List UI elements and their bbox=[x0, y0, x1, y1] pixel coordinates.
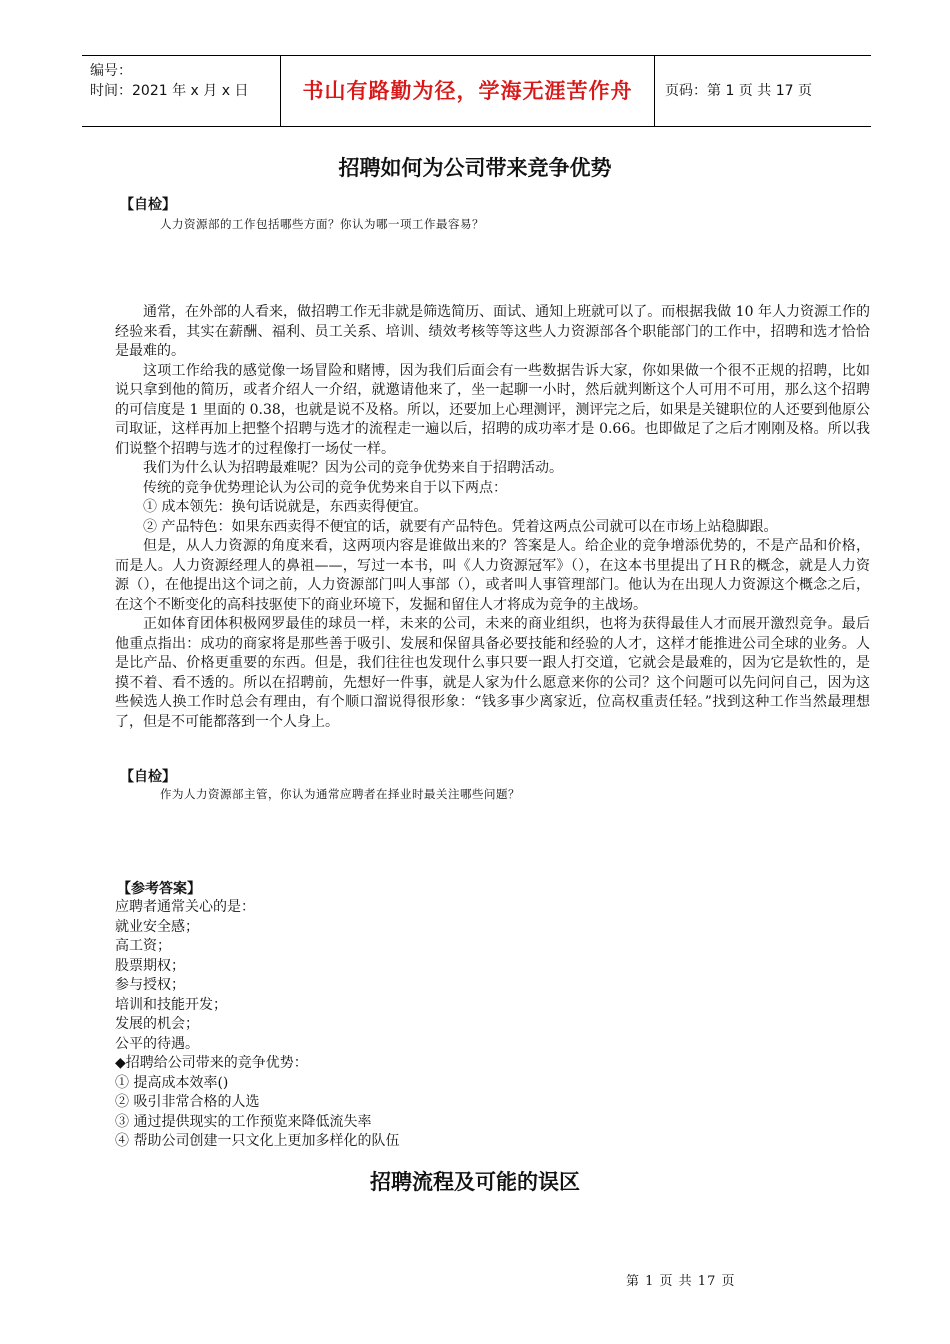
motto: 书山有路勤为径，学海无涯苦作舟 bbox=[302, 79, 633, 103]
list-item: 发展的机会； bbox=[115, 1016, 199, 1032]
paragraph: 传统的竞争优势理论认为公司的竞争优势来自于以下两点： bbox=[143, 479, 507, 496]
self-check-label-1: 【自检】 bbox=[120, 197, 176, 213]
self-check-question-1: 人力资源部的工作包括哪些方面？你认为哪一项工作最容易？ bbox=[160, 217, 484, 231]
list-item: 股票期权； bbox=[115, 957, 185, 974]
list-item: 培训和技能开发； bbox=[115, 996, 227, 1013]
paragraph: 正如体育团体积极网罗最佳的球员一样，未来的公司，未来的商业组织，也将为获得最佳人才而展开激烈竞争。最后他重点指出：成功的商家将是那些善于吸引、发展和保留具备必要技能和经验的人才，这样才能推进公司全球的业务。人是比产品、价格更重要的东西。但是，我们往往也发现什么事只要一跟人打交道，它就会是最难的，因为它是软性的，是摸不着、看不透的。所以在招聘前，先想好一件事，就是人家为什么愿意来你的公司？这个问题可以先问问自己，因为这些候选人换工作时总会有理由，有个顺口溜说得很形象：“钱多事少离家近，位高权重责任轻。”找到这种工作当然最理想了，但是不可能都落到一个人身上。 bbox=[115, 616, 870, 730]
paragraph: ① 成本领先：换句话说就是，东西卖得便宜。 bbox=[143, 499, 428, 515]
page-footer: 第 1 页 共 17 页 bbox=[626, 1274, 736, 1289]
list-item: ② 吸引非常合格的人选 bbox=[115, 1094, 260, 1110]
list-item: ④ 帮助公司创建一只文化上更加多样化的队伍 bbox=[115, 1133, 400, 1149]
list-item: ① 提高成本效率() bbox=[115, 1074, 229, 1091]
list-item: 就业安全感； bbox=[115, 918, 199, 935]
paragraph: 通常，在外部的人看来，做招聘工作无非就是筛选简历、面试、通知上班就可以了。而根据我做 10 年人力资源工作的经验来看，其实在薪酬、福利、员工关系、培训、绩效考核等等这些人力资源部各个职能部门的工作中，招聘和选才恰恰是最难的。 bbox=[115, 304, 870, 359]
paragraph: 我们为什么认为招聘最难呢？因为公司的竞争优势来自于招聘活动。 bbox=[143, 460, 563, 476]
header-left-cell bbox=[82, 56, 281, 126]
paragraph: 这项工作给我的感觉像一场冒险和赌博，因为我们后面会有一些数据告诉大家，你如果做一个很不正规的招聘，比如说只拿到他的简历，或者介绍人一介绍，就邀请他来了，坐一起聊一小时，然后就判断这个人可用不可用，那么这个招聘的可信度是 1 里面的 0.38，也就是说不及格。所以，还要加上心理测评，测评完之后，如果是关键职位的人还要到他原公司取证，这样再加上把整个招聘与选才的流程走一遍以后，招聘的成功率才是 0.66。也即做足了之后才刚刚及格。所以我们说整个招聘与选才的过程像打一场仗一样。 bbox=[115, 362, 870, 457]
header-page-cell bbox=[655, 56, 871, 126]
header-table bbox=[82, 55, 871, 127]
self-check-question-2: 作为人力资源部主管，你认为通常应聘者在择业时最关注哪些问题？ bbox=[160, 787, 520, 801]
answer-list bbox=[115, 898, 815, 1152]
header-motto-cell bbox=[281, 56, 655, 126]
paragraph: 但是，从人力资源的角度来看，这两项内容是谁做出来的？答案是人。给企业的竞争增添优势的，不是产品和价格，而是人。人力资源经理人的鼻祖——，写过一本书，叫《人力资源冠军》（），在这本书里提出了ＨＲ的概念，就是人力资源（），在他提出这个词之前，人力资源部门叫人事部（），或者叫人事管理部门。他认为在出现人力资源这个概念之后，在这个不断变化的高科技驱使下的商业环境下，发掘和留住人才将成为竞争的主战场。 bbox=[115, 538, 870, 613]
self-check-label-2: 【自检】 bbox=[120, 769, 176, 785]
answer-label: 【参考答案】 bbox=[117, 881, 201, 897]
list-item: 应聘者通常关心的是： bbox=[115, 899, 255, 915]
body-text bbox=[115, 303, 870, 732]
section-title: 招聘流程及可能的误区 bbox=[370, 1170, 580, 1194]
list-item: 参与授权； bbox=[115, 977, 185, 993]
advantages-title: ◆招聘给公司带来的竞争优势： bbox=[115, 1055, 308, 1071]
list-item: ③ 通过提供现实的工作预览来降低流失率 bbox=[115, 1113, 372, 1130]
number-label: 编号： bbox=[90, 63, 132, 79]
paragraph: ② 产品特色：如果东西卖得不便宜的话，就要有产品特色。凭着这两点公司就可以在市场上站稳脚跟。 bbox=[143, 518, 778, 535]
page-code: 页码：第 1 页 共 17 页 bbox=[665, 83, 812, 99]
list-item: 公平的待遇。 bbox=[115, 1035, 199, 1052]
list-item: 高工资； bbox=[115, 938, 171, 954]
page-title: 招聘如何为公司带来竞争优势 bbox=[338, 156, 612, 180]
time-label: 时间：2021 年 x 月 x 日 bbox=[90, 83, 249, 99]
